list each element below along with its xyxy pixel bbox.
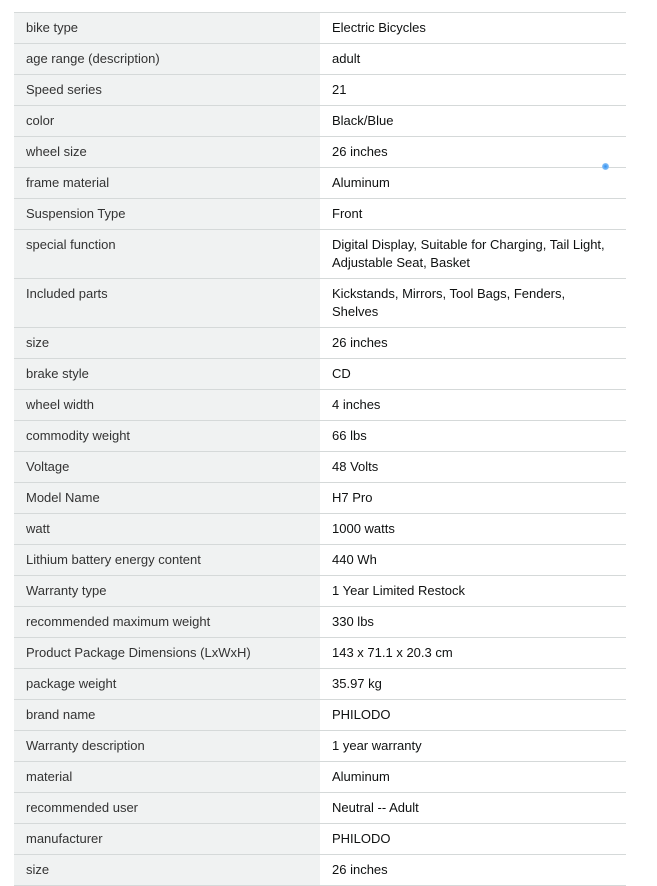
spec-value: 26 inches — [320, 855, 626, 886]
spec-label: material — [14, 762, 320, 793]
spec-label: wheel width — [14, 390, 320, 421]
spec-row — [14, 137, 626, 168]
spec-label: wheel size — [14, 137, 320, 168]
spec-value: 21 — [320, 75, 626, 106]
spec-label: size — [14, 328, 320, 359]
spec-value: PHILODO — [320, 824, 626, 855]
spec-value: Aluminum — [320, 168, 626, 199]
spec-label: Speed series — [14, 75, 320, 106]
spec-value: CD — [320, 359, 626, 390]
spec-row — [14, 421, 626, 452]
spec-label: Lithium battery energy content — [14, 545, 320, 576]
spec-value: Aluminum — [320, 762, 626, 793]
spec-row — [14, 13, 626, 44]
spec-row — [14, 359, 626, 390]
spec-label: special function — [14, 230, 320, 279]
spec-row — [14, 390, 626, 421]
spec-value: Electric Bicycles — [320, 13, 626, 44]
spec-value: 26 inches — [320, 328, 626, 359]
spec-row — [14, 576, 626, 607]
spec-row — [14, 793, 626, 824]
spec-label: recommended user — [14, 793, 320, 824]
spec-value: PHILODO — [320, 700, 626, 731]
spec-value: 143 x 71.1 x 20.3 cm — [320, 638, 626, 669]
spec-value: 1 year warranty — [320, 731, 626, 762]
spec-value: 1 Year Limited Restock — [320, 576, 626, 607]
spec-row — [14, 328, 626, 359]
spec-row — [14, 545, 626, 576]
spec-label: recommended maximum weight — [14, 607, 320, 638]
spec-value: 48 Volts — [320, 452, 626, 483]
spec-row — [14, 731, 626, 762]
spec-row — [14, 168, 626, 199]
spec-row — [14, 199, 626, 230]
spec-row — [14, 514, 626, 545]
spec-label: Product Package Dimensions (LxWxH) — [14, 638, 320, 669]
spec-row — [14, 669, 626, 700]
product-details-section — [14, 12, 626, 886]
spec-row — [14, 230, 626, 279]
spec-value: Digital Display, Suitable for Charging, Tail Light, Adjustable Seat, Basket — [320, 230, 626, 279]
spec-row — [14, 483, 626, 514]
spec-label: Warranty description — [14, 731, 320, 762]
spec-value: 26 inches — [320, 137, 626, 168]
spec-row — [14, 700, 626, 731]
spec-label: size — [14, 855, 320, 886]
spec-value: adult — [320, 44, 626, 75]
spec-value: Front — [320, 199, 626, 230]
spec-row — [14, 44, 626, 75]
spec-label: Model Name — [14, 483, 320, 514]
spec-label: Voltage — [14, 452, 320, 483]
spec-label: Included parts — [14, 279, 320, 328]
spec-label: bike type — [14, 13, 320, 44]
spec-row — [14, 279, 626, 328]
spec-row — [14, 607, 626, 638]
spec-value: 1000 watts — [320, 514, 626, 545]
spec-row — [14, 75, 626, 106]
spec-value: 440 Wh — [320, 545, 626, 576]
spec-table — [14, 12, 626, 886]
spec-label: commodity weight — [14, 421, 320, 452]
spec-table-body — [14, 13, 626, 886]
spec-label: watt — [14, 514, 320, 545]
spec-row — [14, 824, 626, 855]
spec-value: Neutral -- Adult — [320, 793, 626, 824]
spec-label: Warranty type — [14, 576, 320, 607]
cursor-highlight-dot — [602, 163, 609, 170]
spec-label: manufacturer — [14, 824, 320, 855]
spec-row — [14, 855, 626, 886]
spec-value: 66 lbs — [320, 421, 626, 452]
spec-label: frame material — [14, 168, 320, 199]
spec-value: 330 lbs — [320, 607, 626, 638]
spec-row — [14, 452, 626, 483]
spec-row — [14, 762, 626, 793]
spec-value: Kickstands, Mirrors, Tool Bags, Fenders, Shelves — [320, 279, 626, 328]
spec-label: brake style — [14, 359, 320, 390]
spec-value: 4 inches — [320, 390, 626, 421]
spec-row — [14, 638, 626, 669]
spec-value: Black/Blue — [320, 106, 626, 137]
spec-label: age range (description) — [14, 44, 320, 75]
spec-label: color — [14, 106, 320, 137]
spec-value: 35.97 kg — [320, 669, 626, 700]
spec-row — [14, 106, 626, 137]
spec-label: Suspension Type — [14, 199, 320, 230]
spec-label: package weight — [14, 669, 320, 700]
spec-label: brand name — [14, 700, 320, 731]
spec-value: H7 Pro — [320, 483, 626, 514]
